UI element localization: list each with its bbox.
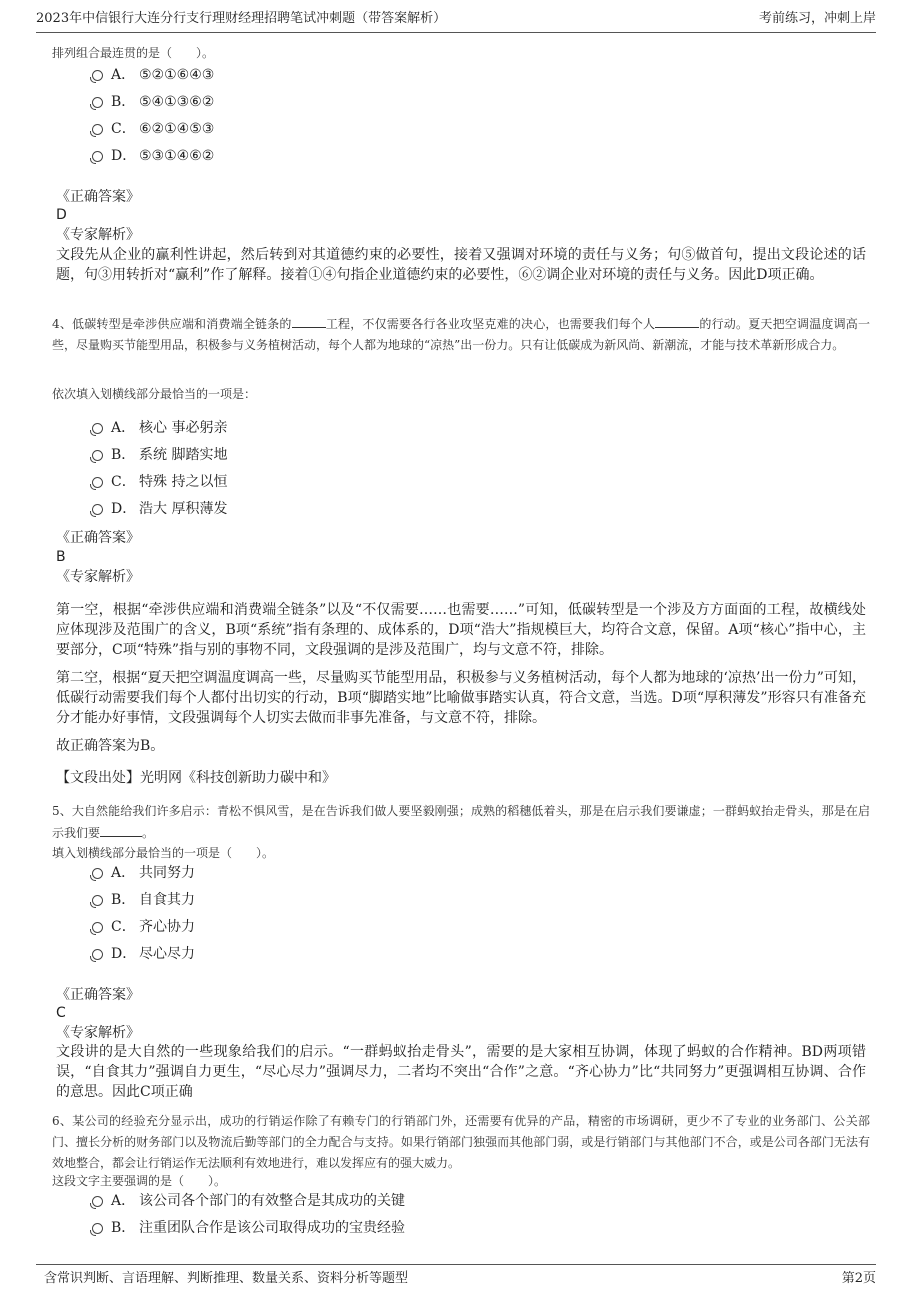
q5-instruction: 填入划横线部分最恰当的一项是（ ）。 xyxy=(52,846,275,860)
q5-analysis: 文段讲的是大自然的一些现象给我们的启示。“一群蚂蚁抬走骨头”，需要的是大家相互协调，体现了蚂蚁的合作精神。BD两项错误，“自食其力”强调自力更生，“尽心尽力”强调尽力，二者均不突出“合作”之意。“齐心协力”比“共同努力”更强调相互协调、合作的意思。因此C项正确 xyxy=(56,1044,866,1100)
q3-answer: D xyxy=(56,207,67,223)
radio-icon[interactable] xyxy=(92,124,103,135)
blank-line xyxy=(655,313,699,328)
radio-icon[interactable] xyxy=(92,423,103,434)
q5-option-d[interactable]: D． 尽心尽力 xyxy=(92,943,195,965)
q5-option-b[interactable]: B． 自食其力 xyxy=(92,889,195,911)
document-title: 2023年中信银行大连分行支行理财经理招聘笔试冲刺题（带答案解析） xyxy=(36,11,447,26)
q4-option-b[interactable]: B． 系统 脚踏实地 xyxy=(92,444,227,466)
page-number: 第2页 xyxy=(841,1271,876,1286)
radio-icon[interactable] xyxy=(92,1223,103,1234)
q4-option-c[interactable]: C． 特殊 持之以恒 xyxy=(92,471,227,493)
q3-analysis: 文段先从企业的赢利性讲起，然后转到对其道德约束的必要性，接着又强调对环境的责任与义务；句⑤做首句，提出文段论述的话题，句③用转折对“赢利”作了解释。接着①④句指企业道德约束的必要性，⑥②调企业对环境的责任与义务。因此D项正确。 xyxy=(56,247,866,283)
q4-analysis-p2: 第二空，根据“夏天把空调温度调高一些，尽量购买节能型用品，积极参与义务植树活动，每个人都为地球的‘凉热’出一份力”可知，低碳行动需要我们每个人都付出切实的行动，B项“脚踏实地”比喻做事踏实认真，符合文意，当选。D项“厚积薄发”形容只有准备充分才能办好事情，文段强调每个人切实去做而非事先准备，与文意不符，排除。 xyxy=(56,670,866,726)
page-footer xyxy=(36,1264,876,1286)
q5-answer-label: 《正确答案》 xyxy=(56,987,140,1003)
q4-source: 【文段出处】光明网《科技创新助力碳中和》 xyxy=(56,770,336,786)
q4-analysis-p3: 故正确答案为B。 xyxy=(56,738,165,754)
radio-icon[interactable] xyxy=(92,151,103,162)
q4-answer-label: 《正确答案》 xyxy=(56,530,140,546)
q6-option-b[interactable]: B． 注重团队合作是该公司取得成功的宝贵经验 xyxy=(92,1217,405,1239)
q3-option-a[interactable]: A． ⑤②①⑥④③ xyxy=(92,64,214,86)
q5-option-c[interactable]: C． 齐心协力 xyxy=(92,916,195,938)
q6-instruction: 这段文字主要强调的是（ ）。 xyxy=(52,1174,227,1188)
radio-icon[interactable] xyxy=(92,504,103,515)
radio-icon[interactable] xyxy=(92,477,103,488)
header-slogan: 考前练习，冲刺上岸 xyxy=(758,11,876,26)
q3-analysis-label: 《专家解析》 xyxy=(56,227,140,243)
radio-icon[interactable] xyxy=(92,1196,103,1207)
q5-option-a[interactable]: A． 共同努力 xyxy=(92,862,195,884)
radio-icon[interactable] xyxy=(92,949,103,960)
page-header xyxy=(36,10,876,33)
q5-analysis-label: 《专家解析》 xyxy=(56,1025,140,1041)
q3-option-c[interactable]: C． ⑥②①④⑤③ xyxy=(92,118,214,140)
radio-icon[interactable] xyxy=(92,868,103,879)
q4-option-a[interactable]: A． 核心 事必躬亲 xyxy=(92,417,227,439)
q4-option-d[interactable]: D． 浩大 厚积薄发 xyxy=(92,498,227,520)
radio-icon[interactable] xyxy=(92,450,103,461)
footer-topics: 含常识判断、言语理解、判断推理、数量关系、资料分析等题型 xyxy=(44,1271,409,1286)
q5-stem: 5、大自然能给我们许多启示：青松不惧风雪，是在告诉我们做人要坚毅刚强；成熟的稻穗低着头，那是在启示我们要谦虚；一群蚂蚁抬走骨头，那是在启示我们要 。 xyxy=(52,804,870,840)
radio-icon[interactable] xyxy=(92,70,103,81)
q4-analysis-label: 《专家解析》 xyxy=(56,569,140,585)
q4-analysis-p1: 第一空，根据“牵涉供应端和消费端全链条”以及“不仅需要……也需要……”可知，低碳转型是一个涉及方方面面的工程，故横线处应体现涉及范围广的含义，B项“系统”指有条理的、成体系的，D项“浩大”指规模巨大，均符合文意，保留。A项“核心”指中心，主要部分，C项“特殊”指与别的事物不同，文段强调的是涉及范围广，均与文意不符，排除。 xyxy=(56,602,866,658)
q3-option-b[interactable]: B． ⑤④①③⑥② xyxy=(92,91,214,113)
q5-answer: C xyxy=(56,1005,66,1021)
q4-stem: 4、低碳转型是牵涉供应端和消费端全链条的 工程，不仅需要各行各业攻坚克难的决心，也需要我们每个人 的行动。夏天把空调温度调高一些，尽量购买节能型用品，积极参与义务植树活动，每个人都为地球的“凉热”出一份力。只有让低碳成为新风尚、新潮流，才能与技术革新形成合力。 xyxy=(52,313,870,356)
q6-option-a[interactable]: A． 该公司各个部门的有效整合是其成功的关键 xyxy=(92,1190,405,1212)
radio-icon[interactable] xyxy=(92,97,103,108)
q3-stem: 排列组合最连贯的是（ ）。 xyxy=(52,46,215,60)
q4-answer: B xyxy=(56,549,66,565)
q6-stem: 6、某公司的经验充分显示出，成功的行销运作除了有赖专门的行销部门外，还需要有优异的产品，精密的市场调研，更少不了专业的业务部门、公关部门、擅长分析的财务部门以及物流后勤等部门的全力配合与支持。如果行销部门独强而其他部门弱，或是行销部门与其他部门不合，或是公司各部门无法有效地整合，都会让行销运作无法顺利有效地进行，难以发挥应有的强大威力。 xyxy=(52,1114,870,1170)
radio-icon[interactable] xyxy=(92,895,103,906)
q3-answer-label: 《正确答案》 xyxy=(56,189,140,205)
radio-icon[interactable] xyxy=(92,922,103,933)
q3-option-d[interactable]: D． ⑤③①④⑥② xyxy=(92,145,214,167)
blank-line xyxy=(292,313,326,328)
blank-line xyxy=(100,822,142,837)
q4-instruction: 依次填入划横线部分最恰当的一项是： xyxy=(52,387,257,401)
